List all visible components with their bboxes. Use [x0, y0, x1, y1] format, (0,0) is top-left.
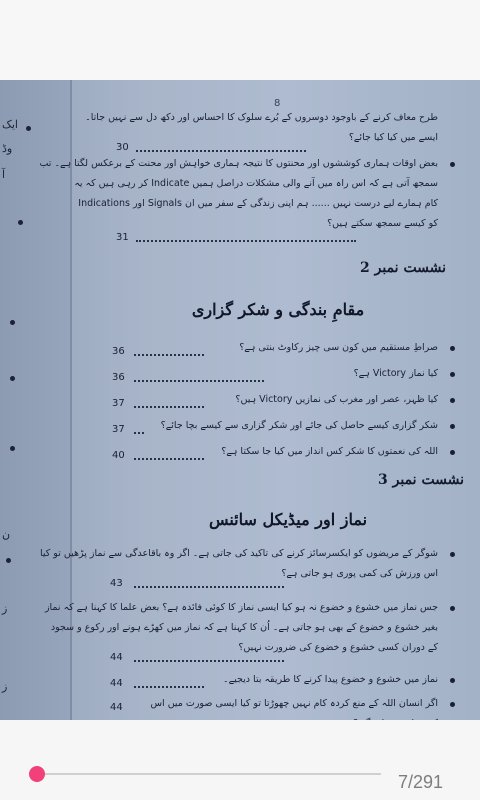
- bullet: [450, 702, 455, 707]
- section-heading: مقامِ بندگی و شکر گزاری: [191, 300, 365, 319]
- toc-entry: [39, 154, 438, 234]
- toc-item: کیا ظہر، عصر اور مغرب کی نمازیں Victory ہیں؟: [235, 394, 438, 405]
- page-ref: 36: [112, 372, 125, 383]
- left-bullet: [10, 376, 15, 381]
- left-bullet: [10, 446, 15, 451]
- page-ref: 43: [110, 578, 123, 589]
- entry-line: کو کیسے سمجھ سکتے ہیں؟: [327, 218, 438, 229]
- bullet: [450, 424, 455, 429]
- page-ref: 40: [112, 450, 125, 461]
- dot-leader: [136, 150, 306, 152]
- book-page-photo: [0, 80, 480, 720]
- entry-line: بعض اوقات ہماری کوششوں اور محنتوں کا نتیجہ ہماری خواہش اور محنت کے برعکس لگتا ہے۔ تب: [39, 158, 438, 169]
- left-page-fragment: ایک: [2, 118, 18, 131]
- bullet: [450, 552, 455, 557]
- reader-controls: [0, 720, 480, 800]
- page-slider-track[interactable]: [29, 773, 381, 775]
- dot-leader: [136, 240, 356, 242]
- toc-item: اللہ کی نعمتوں کا شکر کس انداز میں کیا جا سکتا ہے؟: [221, 446, 438, 457]
- left-page-fragment: ز: [2, 602, 8, 615]
- toc-item: کیا نماز Victory ہے؟: [353, 368, 438, 379]
- page-ref: 30: [116, 142, 129, 153]
- left-page-fragment: ن: [2, 528, 11, 541]
- left-page-fragment: آ: [2, 168, 6, 181]
- dot-leader: [134, 586, 284, 588]
- entry-line: کے دوران کسی خشوع و خضوع کی ضرورت نہیں؟: [238, 642, 438, 653]
- toc-item: [40, 544, 438, 584]
- entry-line: ایسے میں کیا کیا جائے؟: [348, 132, 438, 143]
- dot-leader: [134, 686, 204, 688]
- bullet: [450, 606, 455, 611]
- dot-leader: [134, 380, 264, 382]
- dot-leader: [134, 406, 204, 408]
- entry-line: سمجھ آتی ہے کہ اس راہ میں آنے والی مشکلات دراصل ہمیں Indicate کر رہی ہیں کہ یہ: [74, 178, 438, 189]
- page-slider-thumb[interactable]: [29, 766, 45, 782]
- top-blank-area: [0, 0, 480, 80]
- left-page-fragment: ز: [2, 680, 8, 693]
- page-ref: 31: [116, 232, 129, 243]
- dot-leader: [134, 458, 204, 460]
- dot-leader: [134, 660, 284, 662]
- left-bullet: [18, 220, 23, 225]
- toc-item: اگر انسان اللہ کے منع کردہ کام نہیں چھوڑتا تو کیا ایسی صورت میں اس: [150, 698, 438, 709]
- toc-entry: [85, 108, 438, 148]
- left-bullet: [10, 320, 15, 325]
- section-label: نشست نمبر 3: [378, 472, 465, 488]
- bullet: [450, 398, 455, 403]
- entry-line: طرح معاف کرنے کے باوجود دوسروں کے بُرے سلوک کا احساس اور دکھ دل سے نہیں جاتا۔: [85, 112, 438, 123]
- page-ref: 44: [110, 702, 123, 713]
- entry-line: جس نماز میں خشوع و خضوع نہ ہو کیا ایسی نماز کا کوئی فائدہ ہے؟ بعض علما کا کہنا ہے کہ نماز: [44, 602, 438, 613]
- entry-line: کام ہمارے لیے درست نہیں ...... ہم اپنی زندگی کے سفر میں ان Signals اور Indications: [78, 198, 438, 209]
- entry-line: اس ورزش کی کمی پوری ہو جاتی ہے؟: [281, 568, 438, 579]
- bullet: [450, 678, 455, 683]
- toc-item: صراطِ مستقیم میں کون سی چیز رکاوٹ بنتی ہے؟: [239, 342, 438, 353]
- dot-leader: [134, 354, 204, 356]
- toc-item: نماز میں خشوع و خضوع پیدا کرنے کا طریقہ بتا دیجیے۔: [223, 674, 438, 685]
- page-number: 8: [274, 98, 281, 109]
- page-counter: 7/291: [398, 772, 444, 792]
- left-page-fragment: وڈ: [2, 142, 13, 155]
- page-ref: 37: [112, 398, 125, 409]
- book-page: [39, 80, 480, 720]
- section-heading: نماز اور میڈیکل سائنس: [208, 510, 368, 529]
- toc-item: شکر گزاری کیسے حاصل کی جائے اور شکر گزاری سے کیسے بچا جائے؟: [160, 420, 438, 431]
- dot-leader: [134, 432, 144, 434]
- page-ref: 44: [110, 652, 123, 663]
- toc-item: [44, 598, 438, 658]
- page-ref: 37: [112, 424, 125, 435]
- page-ref: 36: [112, 346, 125, 357]
- entry-line: شوگر کے مریضوں کو ایکسرسائز کرنے کی تاکید کی جاتی ہے۔ اگر وہ باقاعدگی سے نماز پڑھیں تو کیا: [40, 548, 438, 559]
- bullet: [450, 162, 455, 167]
- page-ref: 44: [110, 678, 123, 689]
- section-label: نشست نمبر 2: [360, 260, 447, 276]
- bullet: [450, 450, 455, 455]
- bullet: [450, 372, 455, 377]
- bullet: [450, 346, 455, 351]
- left-bullet: [26, 126, 31, 131]
- entry-line: بغیر خشوع و خضوع کے بھی ہو جاتی ہے۔ اُن کا کہنا ہے کہ نماز میں کھڑے ہونے اور رکوع و سجود: [50, 622, 438, 633]
- left-bullet: [6, 558, 11, 563]
